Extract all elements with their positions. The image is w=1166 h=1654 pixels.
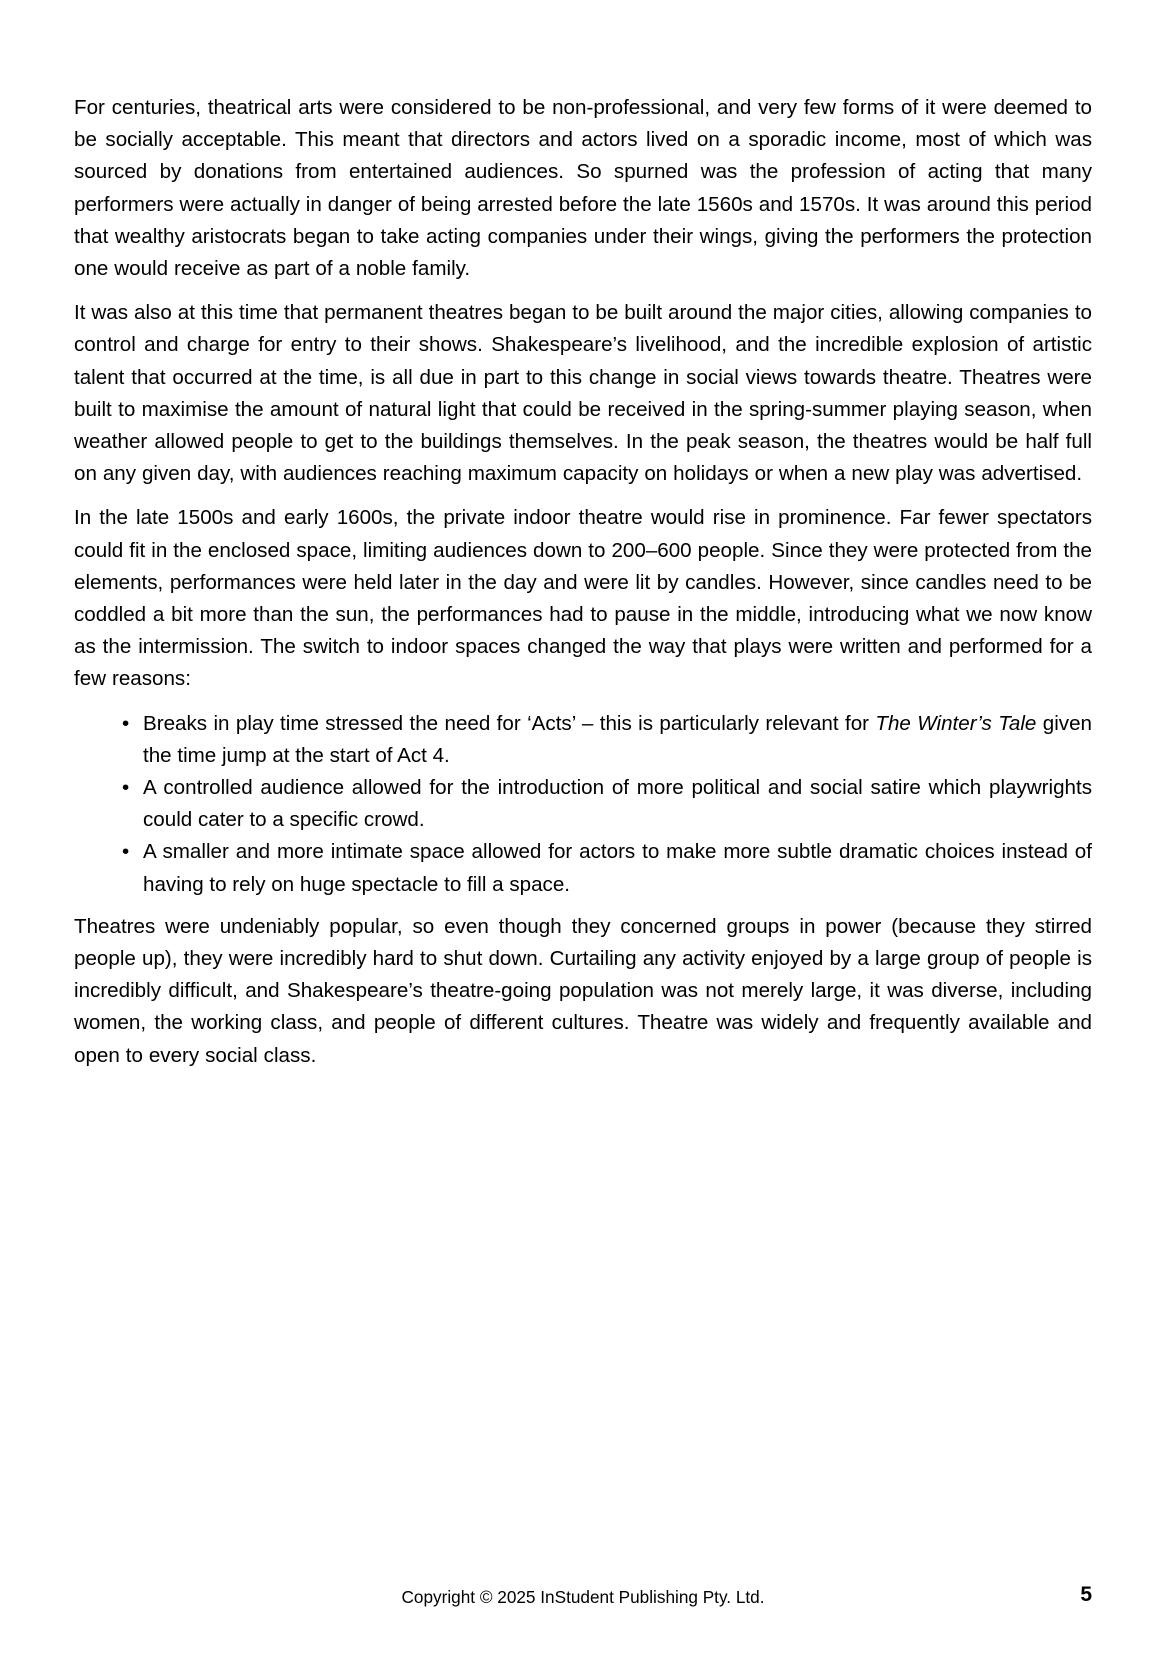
- list-item-text: [143, 836, 1092, 900]
- list-item: [122, 708, 1092, 772]
- body-paragraph-1: For centuries, theatrical arts were considered to be non-professional, and very few forms of it were deemed to be socially acceptable. This meant that directors and actors lived on a sporadic income, most of which was sourced by donations from entertained audiences. So spurned was the profession of acting that many performers were actually in danger of being arrested before the late 1560s and 1570s. It was around this period that wealthy aristocrats began to take acting companies under their wings, giving the performers the protection one would receive as part of a noble family.: [74, 96, 1092, 281]
- page-footer: [74, 1583, 1092, 1616]
- page-number: 5: [1080, 1583, 1092, 1606]
- copyright-notice: Copyright © 2025 InStudent Publishing Pty. Ltd.: [401, 1587, 765, 1607]
- play-title-italic: The Winter’s Tale: [875, 711, 1037, 735]
- list-item-lead-text: A controlled audience allowed for the introduction of more political and social satire which playwrights could cater to a specific crowd.: [143, 776, 1092, 832]
- reasons-bullet-list: [74, 708, 1092, 901]
- list-item-trail-text: given the time jump at the start of Act 4.: [143, 711, 1092, 767]
- body-paragraph-3: In the late 1500s and early 1600s, the private indoor theatre would rise in prominence. Far fewer spectators could fit in the enclosed space, limiting audiences down to 200–600 people. Since they were protected from the elements, performances were held later in the day and were lit by candles. However, since candles need to be coddled a bit more than the sun, the performances had to pause in the middle, introducing what we now know as the intermission. The switch to indoor spaces changed the way that plays were written and performed for a few reasons:: [74, 506, 1092, 691]
- list-item-lead-text: Breaks in play time stressed the need for ‘Acts’ – this is particularly relevant for: [143, 711, 876, 735]
- list-item-text: [143, 772, 1092, 836]
- page-body-content: [74, 92, 1092, 1072]
- bullet-point-icon: •: [122, 776, 130, 800]
- list-item: [122, 836, 1092, 900]
- bullet-point-icon: •: [122, 840, 130, 864]
- body-paragraph-4: Theatres were undeniably popular, so even though they concerned groups in power (because they stirred people up), they were incredibly hard to shut down. Curtailing any activity enjoyed by a large group of people is incredibly difficult, and Shakespeare’s theatre-going population was not merely large, it was diverse, including women, the working class, and people of different cultures. Theatre was widely and frequently available and open to every social class.: [74, 914, 1092, 1067]
- body-paragraph-2: It was also at this time that permanent theatres began to be built around the major cities, allowing companies to control and charge for entry to their shows. Shakespeare’s livelihood, and the incredible explosion of artistic talent that occurred at the time, is all due in part to this change in social views towards theatre. Theatres were built to maximise the amount of natural light that could be received in the spring-summer playing season, when weather allowed people to get to the buildings themselves. In the peak season, the theatres would be half full on any given day, with audiences reaching maximum capacity on holidays or when a new play was advertised.: [74, 301, 1092, 486]
- list-item-lead-text: A smaller and more intimate space allowed for actors to make more subtle dramatic choices instead of having to rely on huge spectacle to fill a space.: [143, 840, 1092, 896]
- list-item: [122, 772, 1092, 836]
- bullet-point-icon: •: [122, 711, 130, 735]
- list-item-text: [143, 708, 1092, 772]
